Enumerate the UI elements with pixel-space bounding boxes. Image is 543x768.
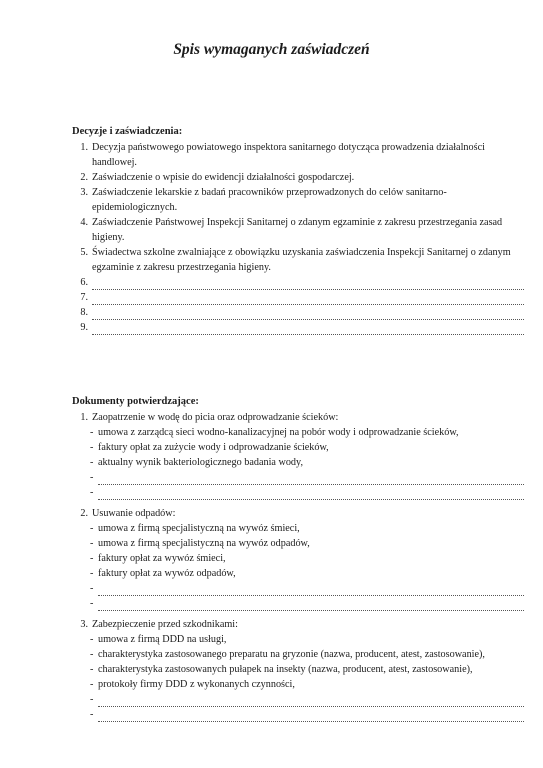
blank-list-item: 6.: [72, 275, 524, 290]
list-item: - umowa z firmą DDD na usługi,: [90, 634, 227, 645]
group-title: 2. Usuwanie odpadów:: [80, 508, 176, 519]
dotted-fill-line: [92, 279, 524, 290]
dotted-fill-line: [92, 309, 524, 320]
blank-entry: -: [90, 692, 524, 707]
list-item: - protokoły firmy DDD z wykonanych czynności,: [90, 679, 295, 690]
list-item: - faktury opłat za wywóz odpadów,: [90, 568, 236, 579]
group-title: 1. Zaopatrzenie w wodę do picia oraz odprowadzanie ścieków:: [80, 412, 339, 423]
list-item: - umowa z zarządcą sieci wodno-kanalizacyjnej na pobór wody i odprowadzanie ścieków,: [90, 427, 459, 438]
list-item: - umowa z firmą specjalistyczną na wywóz śmieci,: [90, 523, 300, 534]
list-item: - charakterystyka zastosowanego preparatu na gryzonie (nazwa, producent, atest, zastosowanie),: [90, 649, 485, 660]
group-title: 3. Zabezpieczenie przed szkodnikami:: [80, 619, 238, 630]
documents-list: [72, 410, 524, 722]
blank-entry: -: [90, 470, 524, 485]
group-entries: [72, 632, 524, 722]
list-item: - aktualny wynik bakteriologicznego badania wody,: [90, 457, 304, 468]
blank-entry: -: [90, 707, 524, 722]
list-item: - faktury opłat za wywóz śmieci,: [90, 553, 226, 564]
blank-entry: -: [90, 596, 524, 611]
group-entries: [72, 425, 524, 500]
list-item: 4. Zaświadczenie Państwowej Inspekcji Sanitarnej o zdanym egzaminie z zakresu przestrzegania zasad higieny.: [80, 217, 503, 243]
dotted-fill-line: [98, 696, 524, 707]
dotted-fill-line: [98, 585, 524, 596]
decisions-list: [72, 140, 524, 335]
dotted-fill-line: [92, 294, 524, 305]
blank-list-item: 9.: [72, 320, 524, 335]
blank-entry: -: [90, 581, 524, 596]
blank-entry: -: [90, 485, 524, 500]
group-entries: [72, 521, 524, 611]
dotted-fill-line: [98, 489, 524, 500]
list-item: - charakterystyka zastosowanych pułapek na insekty (nazwa, producent, atest, zastosowanie),: [90, 664, 473, 675]
list-item: 2. Zaświadczenie o wpisie do ewidencji działalności gospodarczej.: [80, 172, 355, 183]
list-item: 5. Świadectwa szkolne zwalniające z obowiązku uzyskania zaświadczenia Inspekcji Sanitarnej o zdanym egzaminie z zakresu przestrzegania higieny.: [80, 247, 511, 273]
list-item: 3. Zaświadczenie lekarskie z badań pracowników przeprowadzonych do celów sanitarno-epidemiologicznych.: [80, 187, 447, 213]
blank-list-item: 7.: [72, 290, 524, 305]
list-item: - faktury opłat za zużycie wody i odprowadzanie ścieków,: [90, 442, 329, 453]
section-heading-decisions: Decyzje i zaświadczenia:: [72, 126, 183, 137]
section-heading-documents: Dokumenty potwierdzające:: [72, 396, 199, 407]
list-item: - umowa z firmą specjalistyczną na wywóz odpadów,: [90, 538, 310, 549]
dotted-fill-line: [98, 474, 524, 485]
list-item: 1. Decyzja państwowego powiatowego inspektora sanitarnego dotycząca prowadzenia działalności handlowej.: [80, 142, 485, 168]
page-title: Spis wymaganych zaświadczeń: [173, 41, 370, 58]
blank-list-item: 8.: [72, 305, 524, 320]
dotted-fill-line: [98, 600, 524, 611]
dotted-fill-line: [92, 324, 524, 335]
dotted-fill-line: [98, 711, 524, 722]
